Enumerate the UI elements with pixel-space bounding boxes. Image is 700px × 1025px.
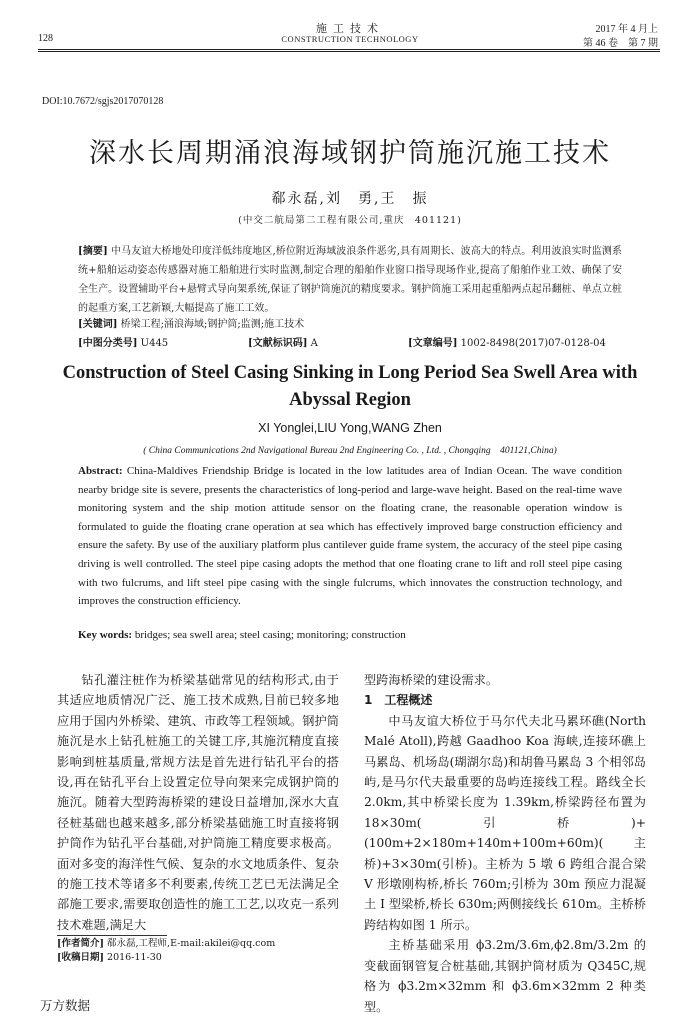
doc-code-label: [文献标识码]	[248, 338, 308, 349]
body-paragraph: 钻孔灌注桩作为桥梁基础常见的结构形式,由于其适应地质情况广泛、施工技术成熟,目前已较多地应用于国内外桥梁、建筑、市政等工程领域。钢护筒施沉是水上钻孔桩施工的关键工序,其施沉精度直接影响到桩基质量,常规方法是首先进行钻孔平台的搭设,再在钻孔平台上设置定位导向架来完成钢护筒的施沉。随着大型跨海桥梁的建设日益增加,深水大直径桩基础也越来越多,部分桥梁基础施工时直接将钢护筒作为钻孔平台基础,对护筒施工精度要求极高。面对多变的海洋性气候、复杂的水文地质条件、复杂的施工技术等诸多不利要素,传统工艺已无法满足全部施工要求,需要取创造性的施工工艺,以攻克一系列技术难题,满足大	[57, 673, 339, 932]
paper-title-en: Construction of Steel Casing Sinking in Long Period Sea Swell Area with Abyssal Region	[62, 363, 638, 410]
received-date	[57, 951, 347, 965]
abstract-en	[78, 462, 622, 611]
page-number: 128	[38, 33, 53, 44]
database-watermark: 万方数据	[40, 998, 91, 1013]
issue-volume: 第 46 卷 第 7 期	[583, 38, 658, 49]
footnote-rule	[57, 935, 167, 936]
affiliation-cn: (中交二航局第二工程有限公司,重庆 401121)	[238, 215, 462, 226]
received-date-value: 2016-11-30	[107, 952, 162, 963]
issue-date: 2017 年 4 月上	[595, 24, 658, 35]
paper-title-cn: 深水长周期涌浪海域钢护筒施沉施工技术	[89, 138, 611, 169]
abstract-cn	[78, 242, 622, 318]
author-bio	[57, 937, 347, 951]
keywords-cn-text: 桥梁工程;涌浪海域;钢护筒;监测;施工技术	[120, 319, 305, 330]
abstract-en-label: Abstract:	[78, 465, 123, 477]
clc-label: [中图分类号]	[78, 338, 138, 349]
body-paragraph: 主桥基础采用 ϕ3.2m/3.6m,ϕ2.8m/3.2m 的变截面钢管复合桩基础,其钢护筒材质为 Q345C,规格为 ϕ3.2m×32mm 和 ϕ3.6m×32mm 2 种类型。	[364, 938, 646, 1014]
section-heading: 1 工程概述	[364, 693, 433, 708]
keywords-cn	[78, 315, 622, 330]
doi: DOI:10.7672/sgjs2017070128	[42, 96, 164, 107]
body-paragraph: 中马友谊大桥位于马尔代夫北马累环礁(North Malé Atoll),跨越 Gaadhoo Koa 海峡,连接环礁上马累岛、机场岛(瑚湖尔岛)和胡鲁马累岛 3 个相邻岛屿,是马尔代夫最重要的岛屿连接线工程。路线全长 2.0km,其中桥梁长度为 1.39km,桥梁跨径布置为 18×30m(引桥)+(100m+2×180m+140m+100m+60m)(主桥)+3×30m(引桥)。主桥为 5 墩 6 跨组合混合梁 V 形墩刚构桥,桥长 760m;引桥为 30m 预应力混凝土 I 型梁桥,桥长 630m;两侧接线长 610m。主桥桥跨结构如图 1 所示。	[364, 713, 646, 932]
header-rule	[38, 49, 660, 50]
affiliation-en: ( China Communications 2nd Navigational Bureau 2nd Engineering Co. , Ltd. , Chongqing 401121,China)	[143, 446, 557, 456]
author-bio-text: 郗永磊,工程师,E-mail:akilei@qq.com	[107, 938, 276, 949]
article-no-label: [文章编号]	[408, 338, 458, 349]
keywords-en-text: bridges; sea swell area; steel casing; monitoring; construction	[134, 629, 406, 641]
keywords-en-label: Key words:	[78, 629, 133, 641]
journal-title-cn: 施工技术	[316, 22, 384, 35]
journal-title-en: CONSTRUCTION TECHNOLOGY	[281, 34, 419, 44]
abstract-cn-label: [摘要]	[78, 246, 108, 257]
authors-cn: 郗永磊,刘 勇,王 振	[271, 191, 429, 207]
header-rule-double	[38, 51, 660, 52]
abstract-en-text: China-Maldives Friendship Bridge is located in the low latitudes area of Indian Ocean. The wave condition nearby bridge site is severe, presents the characteristics of long-period and large-wave height. Based on the real-time wave monitoring system and the ship motion attitude sensor on the floating crane, the reasonable operation window is formulated to guide the floating crane operation at sea which has effectively improved barge construction efficiency and ensure the safety. By use of the auxiliary platform plus cantilever guide frame system, the accuracy of the steel pipe casing driving is well controlled. The steel pipe casing adopts the method that one floating crane to lift and roll steel pipe casing with two fulcrums, and lift steel pipe casing with the single fulcrums, which innovates the construction technology, and improves the construction efficiency.	[78, 465, 623, 608]
authors-en: XI Yonglei,LIU Yong,WANG Zhen	[258, 421, 442, 435]
keywords-cn-label: [关键词]	[78, 319, 118, 330]
footnote	[57, 937, 347, 965]
author-bio-label: [作者简介]	[57, 938, 104, 949]
keywords-en	[78, 629, 638, 641]
body-column-left	[57, 670, 339, 935]
article-no-value: 1002-8498(2017)07-0128-04	[460, 338, 606, 349]
body-paragraph: 型跨海桥梁的建设需求。	[364, 673, 499, 687]
doc-code-value: A	[310, 338, 318, 349]
classification-line	[78, 334, 638, 349]
abstract-cn-text: 中马友谊大桥地处印度洋低纬度地区,桥位附近海域波浪条件恶劣,具有周期长、波高大的特点。利用波浪实时监测系统+船舶运动姿态传感器对施工船舶进行实时监测,制定合理的船舶作业窗口指导现场作业,提高了船舶作业工效、确保了安全生产。设置辅助平台+悬臂式导向架系统,保证了钢护筒施沉的精度要求。钢护筒施工采用起重船两点起吊翻桩、单点立桩的起重方案,工艺新颖,大幅提高了施工工效。	[78, 246, 623, 314]
body-column-right	[364, 670, 646, 1017]
received-date-label: [收稿日期]	[57, 952, 104, 963]
clc-value: U445	[140, 338, 169, 349]
